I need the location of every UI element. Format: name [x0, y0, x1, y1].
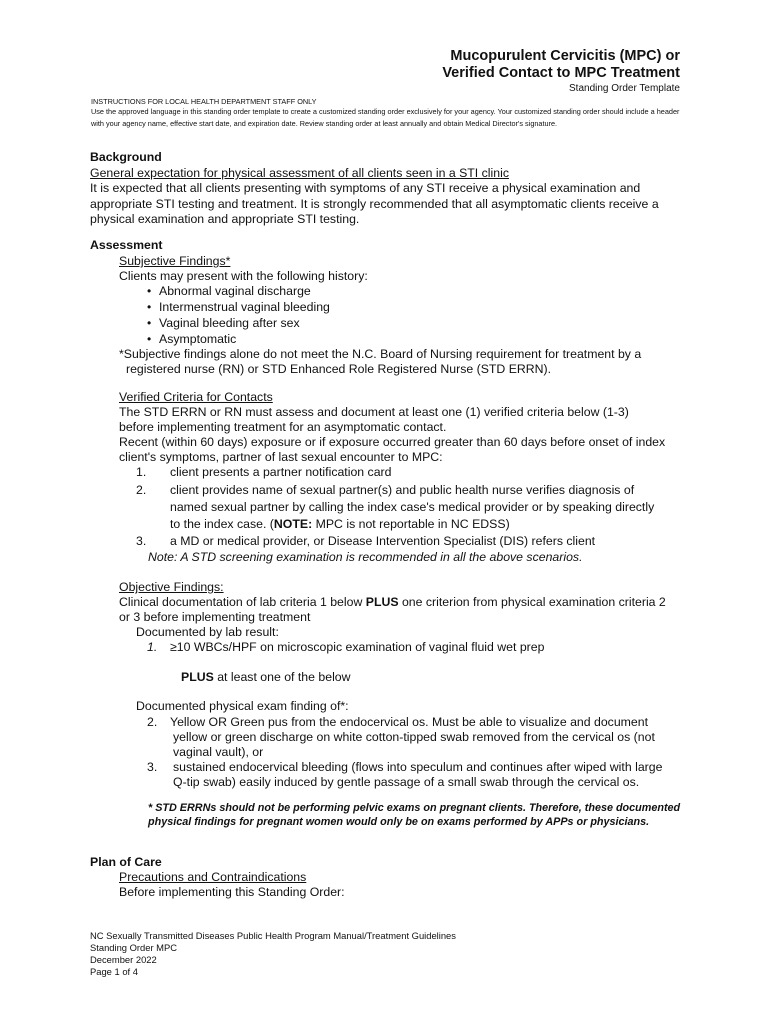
criteria-item — [170, 516, 510, 532]
exam-criterion: yellow or green discharge on white cotton-tipped swab removed from the cervical os (not — [173, 730, 655, 744]
plus-line — [181, 669, 351, 685]
objective-line: or 3 before implementing treatment — [119, 610, 311, 624]
bullet-icon: • — [147, 316, 152, 330]
background-heading: Background — [90, 150, 162, 164]
criteria-item: named sexual partner by calling the index case's medical provider or by speaking directly — [170, 500, 655, 514]
subjective-note: *Subjective findings alone do not meet the N.C. Board of Nursing requirement for treatment by a — [119, 347, 642, 361]
footer-line: Standing Order MPC — [90, 942, 178, 953]
criteria-item: client presents a partner notification card — [170, 465, 392, 479]
plan-of-care-heading: Plan of Care — [90, 855, 162, 869]
background-line: It is expected that all clients presenting with symptoms of any STI receive a physical examination and — [90, 181, 641, 195]
background-subheading: General expectation for physical assessment of all clients seen in a STI clinic — [90, 166, 509, 180]
note-label: NOTE: — [273, 517, 313, 531]
objective-line — [119, 594, 666, 610]
exam-finding-heading: Documented physical exam finding of*: — [136, 699, 349, 713]
verified-criteria-line: Recent (within 60 days) exposure or if exposure occurred greater than 60 days before onset of index — [119, 435, 666, 449]
instructions-heading: INSTRUCTIONS FOR LOCAL HEALTH DEPARTMENT STAFF ONLY — [91, 97, 317, 106]
criteria-item: a MD or medical provider, or Disease Intervention Specialist (DIS) refers client — [170, 534, 596, 548]
background-line: appropriate STI testing and treatment. It is strongly recommended that all asymptomatic clients receive a — [90, 197, 659, 211]
verified-criteria-line: before implementing treatment for an asymptomatic contact. — [119, 420, 447, 434]
document-title-line-2: Verified Contact to MPC Treatment — [442, 65, 680, 81]
plus-label: PLUS — [181, 670, 214, 684]
verified-criteria-line: The STD ERRN or RN must assess and document at least one (1) verified criteria below (1-3) — [119, 405, 629, 419]
symptom-list-item: Abnormal vaginal discharge — [159, 284, 311, 298]
footer-line: NC Sexually Transmitted Diseases Public Health Program Manual/Treatment Guidelines — [90, 930, 456, 941]
bullet-icon: • — [147, 332, 152, 346]
plus-text: at least one of the below — [213, 670, 351, 684]
objective-text: Clinical documentation of lab criteria 1 below — [119, 595, 366, 609]
symptom-list-item: Asymptomatic — [159, 332, 237, 346]
background-line: physical examination and appropriate STI testing. — [90, 212, 360, 226]
subjective-findings-heading: Subjective Findings* — [119, 254, 231, 268]
verified-criteria-line: client's symptoms, partner of last sexual encounter to MPC: — [119, 450, 443, 464]
exam-criterion: sustained endocervical bleeding (flows into speculum and continues after wiped with large — [173, 760, 663, 774]
plus-label: PLUS — [365, 595, 399, 609]
footer-line: December 2022 — [90, 954, 157, 965]
subjective-note: registered nurse (RN) or STD Enhanced Role Registered Nurse (STD ERRN). — [126, 362, 552, 376]
document-subtitle: Standing Order Template — [569, 83, 680, 94]
instructions-text: Use the approved language in this standing order template to create a customized standing order exclusively for your agency. Your customized standing order should include a header with your agency name, effective start date, and expiration date. Review standing order at least annually and obtain Medical Director's signature. — [91, 107, 680, 128]
criteria-note-suffix: MPC is not reportable in NC EDSS) — [312, 517, 510, 531]
lab-result-heading: Documented by lab result: — [136, 625, 279, 639]
symptom-list-item: Intermenstrual vaginal bleeding — [159, 300, 330, 314]
objective-text: one criterion from physical examination criteria 2 — [398, 595, 666, 609]
criteria-note: Note: A STD screening examination is recommended in all the above scenarios. — [148, 550, 583, 564]
errn-note: * STD ERRNs should not be performing pelvic exams on pregnant clients. Therefore, these documented physical findings for pregnant women would only be on exams performed by APPs or physicians. — [148, 802, 681, 828]
precautions-heading: Precautions and Contraindications — [119, 870, 307, 884]
assessment-heading: Assessment — [90, 238, 163, 252]
exam-number: 3. — [147, 760, 158, 774]
lab-criterion: ≥10 WBCs/HPF on microscopic examination of vaginal fluid wet prep — [170, 640, 545, 654]
document-title-line-1: Mucopurulent Cervicitis (MPC) or — [450, 48, 680, 64]
subjective-intro: Clients may present with the following history: — [119, 269, 368, 283]
exam-criterion: Yellow OR Green pus from the endocervical os. Must be able to visualize and document — [170, 715, 649, 729]
criteria-number: 1. — [136, 465, 147, 479]
criteria-note-prefix: to the index case. ( — [170, 517, 274, 531]
verified-criteria-heading: Verified Criteria for Contacts — [119, 390, 273, 404]
criteria-item: client provides name of sexual partner(s) and public health nurse verifies diagnosis of — [170, 483, 635, 497]
plan-intro: Before implementing this Standing Order: — [119, 885, 345, 899]
criteria-number: 3. — [136, 534, 147, 548]
symptom-list-item: Vaginal bleeding after sex — [159, 316, 300, 330]
page-number: Page 1 of 4 — [90, 966, 138, 977]
exam-criterion: Q-tip swab) easily induced by gentle passage of a small swab through the cervical os. — [173, 775, 640, 789]
exam-criterion: vaginal vault), or — [173, 745, 264, 759]
criteria-number: 2. — [136, 483, 147, 497]
objective-findings-heading: Objective Findings: — [119, 580, 224, 594]
exam-number: 2. — [147, 715, 158, 729]
bullet-icon: • — [147, 284, 152, 298]
bullet-icon: • — [147, 300, 152, 314]
lab-number: 1. — [147, 640, 158, 654]
